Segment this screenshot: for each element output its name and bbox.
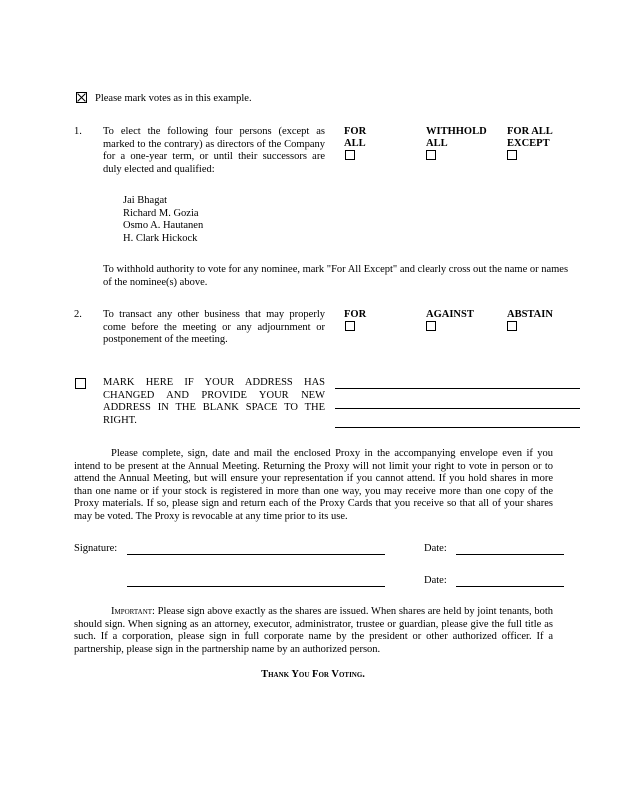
item2-number: 2. xyxy=(74,309,82,320)
withhold-note: To withhold authority to vote for any nominee, mark "For All Except" and clearly cross out the name or names of the nominee(s) above. xyxy=(103,264,569,288)
item2-against-checkbox[interactable] xyxy=(426,321,436,331)
nominee: Osmo A. Hautanen xyxy=(123,220,204,232)
item2-for-header: FOR xyxy=(344,309,367,320)
nominee-list xyxy=(123,195,203,245)
nominee: Richard M. Gozia xyxy=(123,207,199,219)
example-checked-box xyxy=(76,92,87,103)
item1-withhold-all-checkbox[interactable] xyxy=(426,150,436,160)
address-change-checkbox[interactable] xyxy=(75,378,86,389)
item1-for-all-except-header: FOR ALL EXCEPT xyxy=(507,126,553,149)
item1-text: To elect the following four persons (except as marked to the contrary) as directors of the Company for a one-year term, or until their successors are duly elected and qualified: xyxy=(103,126,325,175)
item2-text: To transact any other business that may properly come before the meeting or any adjournment or postponement of the meeting. xyxy=(103,309,325,346)
date-line[interactable] xyxy=(456,586,564,587)
item2-abstain-header: ABSTAIN xyxy=(507,309,553,320)
important-paragraph xyxy=(74,606,553,656)
item2-abstain-checkbox[interactable] xyxy=(507,321,517,331)
item1-for-all-except-checkbox[interactable] xyxy=(507,150,517,160)
nominee: H. Clark Hickock xyxy=(123,232,198,244)
date-line[interactable] xyxy=(456,554,564,555)
item2-for-checkbox[interactable] xyxy=(345,321,355,331)
date-label: Date: xyxy=(424,575,447,586)
thank-you-text: Thank You For Voting. xyxy=(261,669,365,680)
item2-against-header: AGAINST xyxy=(426,309,474,320)
item1-withhold-all-header: WITHHOLD ALL xyxy=(426,126,487,149)
date-label: Date: xyxy=(424,543,447,554)
item1-number: 1. xyxy=(74,126,82,137)
item1-for-all-checkbox[interactable] xyxy=(345,150,355,160)
address-change-text: MARK HERE IF YOUR ADDRESS HAS CHANGED AND PROVIDE YOUR NEW ADDRESS IN THE BLANK SPACE TO THE RIGHT. xyxy=(103,377,325,426)
address-line[interactable] xyxy=(335,427,580,428)
example-note: Please mark votes as in this example. xyxy=(95,93,252,104)
signature-line[interactable] xyxy=(127,586,385,587)
item1-for-all-header: FOR ALL xyxy=(344,126,367,149)
important-text: Please sign above exactly as the shares are issued. When shares are held by joint tenants, both should sign. When signing as an attorney, executor, administrator, trustee or guardian, please give the full title as such. If a corporation, please sign in full corporate name by the president or other authorized officer. If a partnership, please sign in the partnership name by an authorized person. xyxy=(74,606,553,655)
address-line[interactable] xyxy=(335,388,580,389)
nominee: Jai Bhagat xyxy=(123,195,168,206)
instructions-paragraph: Please complete, sign, date and mail the enclosed Proxy in the accompanying envelope even if you intend to be present at the Annual Meeting. Returning the Proxy will not limit your right to vote in person or to attend the Annual Meeting, but will ensure your representation if you cannot attend. If you hold shares in more than one name or if your stock is registered in more than one way, you may receive more than one copy of the Proxy materials. If so, please sign and return each of the Proxy Cards that you receive so that all of your shares may be voted. The Proxy is revocable at any time prior to its use. xyxy=(74,448,553,522)
signature-line[interactable] xyxy=(127,554,385,555)
address-line[interactable] xyxy=(335,408,580,409)
important-label: Important: xyxy=(111,606,155,617)
signature-label: Signature: xyxy=(74,543,118,554)
